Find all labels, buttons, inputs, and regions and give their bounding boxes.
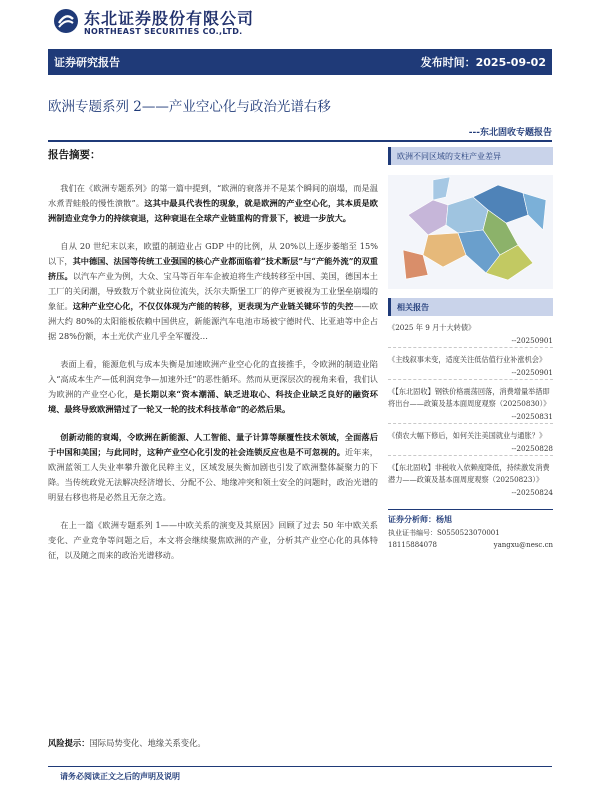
footer-divider	[48, 766, 552, 767]
related-report-date: --20250831	[511, 412, 553, 421]
europe-map-image	[388, 175, 553, 289]
risk-warning: 风险提示：国际局势变化、地缘关系变化。	[48, 738, 206, 748]
related-report-date: --20250901	[511, 368, 553, 377]
publish-time: 发布时间：2025-09-02	[420, 56, 546, 69]
related-divider	[388, 379, 553, 380]
related-report-link[interactable]: 《主线叙事未变，适度关注低估值行业补涨机会》	[388, 355, 547, 364]
analyst-divider	[388, 509, 553, 510]
footer-disclaimer: 请务必阅读正文之后的声明及说明	[60, 771, 180, 781]
company-logo-icon	[53, 8, 79, 34]
abstract-paragraph-1: 我们在《欧洲专题系列》的第一篇中提到，“欧洲的衰落并不是某个瞬间的崩塌，而是温水煮青蛙般的慢性溃散”。这其中最具代表性的现象，就是欧洲的产业空心化，其本质是欧洲制造业竞争力的持续衰退，这种衰退在全球产业链重构的背景下，被进一步放大。	[48, 183, 378, 223]
analyst-license-row	[388, 528, 553, 538]
header	[0, 0, 600, 44]
report-type: 证券研究报告	[54, 56, 120, 69]
abstract-paragraph-4: 创新动能的衰竭，令欧洲在新能源、人工智能、量子计算等颠覆性技术领域，全面落后于中国和美国；与此同时，这种产业空心化引发的社会连锁反应也是不可忽视的。近年来，欧洲蓝领工人失业率攀升激化民粹主义，区域发展失衡加剧也引发了欧洲整体凝聚力的下降。当传统政党无法解决经济增长、分配不公、地缘冲突和领土安全的问题时，政治光谱的明显右移也将是必然且无奈之选。	[48, 432, 378, 502]
related-report-date: --20250901	[511, 336, 553, 345]
related-divider	[388, 455, 553, 456]
abstract-title: 报告摘要：	[48, 149, 101, 161]
report-title: 欧洲专题系列 2——产业空心化与政治光谱右移	[48, 99, 331, 115]
related-report-date: --20250828	[511, 444, 553, 453]
analyst-contact-row	[388, 541, 553, 549]
related-report-link[interactable]: 《【东北固收】非税收入依赖度降低，持续激发消费潜力——政策及基本面周度观察（20250823）》	[388, 463, 550, 484]
company-name-cn: 东北证券股份有限公司	[84, 9, 255, 28]
abstract-paragraph-5: 在上一篇《欧洲专题系列 1——中欧关系的演变及其原因》回顾了过去 50 年中欧关系变化、产业竞争等问题之后，本文将会继续聚焦欧洲的产业，分析其产业空心化的具体特征，以及随之而来的政治光谱移动。	[48, 520, 378, 560]
company-name-en: NORTHEAST SECURITIES CO.,LTD.	[84, 27, 243, 36]
analyst-license: 执业证书编号：S0550523070001	[388, 529, 500, 537]
related-report-link[interactable]: 《【东北固收】钢铁价格震荡回落，消费增量举措即将出台——政策及基本面周度观察（20250830）》	[388, 387, 551, 408]
title-divider	[48, 140, 552, 142]
related-divider	[388, 347, 553, 348]
related-divider	[388, 423, 553, 424]
abstract-paragraph-3: 表面上看，能源危机与成本失衡是加速欧洲产业空心化的直接推手，令欧洲的制造业陷入“高成本生产—低利润竞争—加速外迁”的恶性循环。然而从更深层次的视角来看，我们认为欧洲的产业空心化，是长期以来“资本潮涌、缺乏进取心、科技企业缺乏良好的融资环境、最终导致欧洲错过了一轮又一轮的技术科技革命”的必然后果。	[48, 359, 378, 414]
related-report-date: --20250824	[511, 488, 553, 497]
map-title: 欧洲不同区域的支柱产业差异	[388, 147, 553, 165]
analyst-name: 证券分析师：杨旭	[388, 514, 452, 524]
abstract-paragraph-2: 自从 20 世纪末以来，欧盟的制造业占 GDP 中的比例，从 20%以上逐步萎缩至 15%以下，其中德国、法国等传统工业强国的核心产业都面临着“技术断层”与“产能外流”的双重挤压。以汽车产业为例，大众、宝马等百年车企被迫将生产线转移至中国、美国，德国本土工厂的关闭潮，导致数万个就业岗位流失，沃尔夫斯堡工厂的停产更被视为工业堡垒崩塌的象征。这种产业空心化，不仅仅体现为产能的转移，更表现为产业链关键环节的失控——欧洲大约 80%的太阳能板依赖中国供应，新能源汽车电池市场被宁德时代、比亚迪等中企占据 28%份额，本土光伏产业几乎全军覆没…	[48, 241, 378, 341]
abstract-section	[48, 147, 378, 747]
analyst-email[interactable]: yangxu@nesc.cn	[493, 541, 553, 549]
report-subtitle: ---东北固收专题报告	[468, 128, 552, 138]
related-reports-title: 相关报告	[388, 298, 553, 316]
title-bar	[48, 49, 552, 75]
sidebar	[388, 147, 553, 549]
related-report-link[interactable]: 《2025 年 9 月十大转债》	[388, 323, 476, 332]
related-report-link[interactable]: 《债农大幅下修后，如何关注美国就业与通胀？》	[388, 431, 547, 440]
analyst-phone: 18115884078	[388, 541, 437, 549]
